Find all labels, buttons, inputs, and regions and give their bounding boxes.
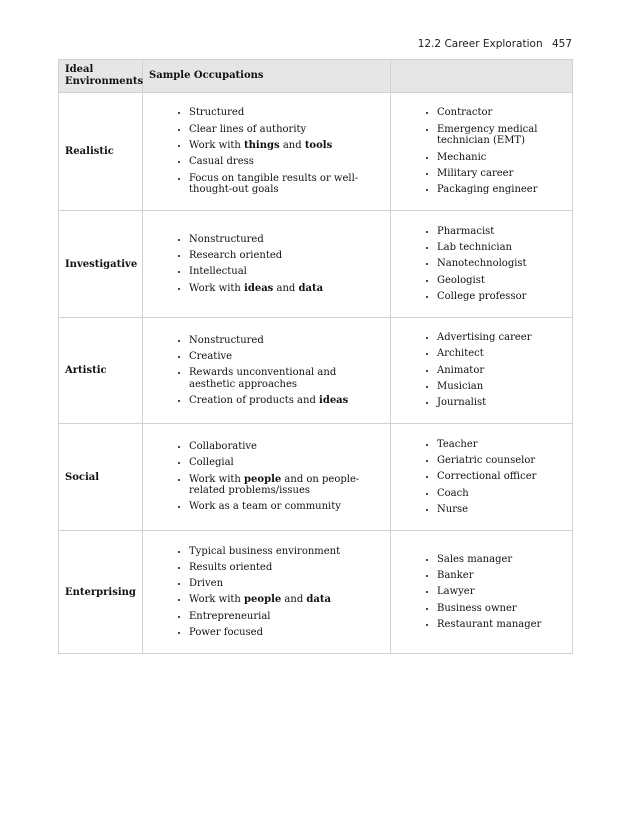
environment-label: Artistic <box>59 318 143 424</box>
trait-item: • Work with things and tools <box>189 140 380 152</box>
traits-list <box>165 335 380 407</box>
occupations-cell <box>391 318 573 424</box>
trait-item: • Driven <box>189 578 380 590</box>
occupations-list <box>413 554 562 631</box>
traits-cell <box>143 93 391 211</box>
trait-item: • Nonstructured <box>189 234 380 246</box>
trait-item: • Work with people and data <box>189 594 380 606</box>
table-row <box>59 318 573 424</box>
occupation-item: • Journalist <box>437 397 562 409</box>
trait-item: • Rewards unconventional and aesthetic approaches <box>189 367 380 390</box>
trait-item: • Creation of products and ideas <box>189 395 380 407</box>
occupation-item: • Geologist <box>437 275 562 287</box>
occupation-item: • Coach <box>437 488 562 500</box>
trait-item: • Casual dress <box>189 156 380 168</box>
occupation-item: • Emergency medical technician (EMT) <box>437 124 562 147</box>
career-environments-table <box>58 59 573 654</box>
occupation-item: • Animator <box>437 365 562 377</box>
occupation-item: • Nanotechnologist <box>437 258 562 270</box>
trait-item: • Work as a team or community <box>189 501 380 513</box>
occupation-item: • Pharmacist <box>437 226 562 238</box>
occupation-item: • Geriatric counselor <box>437 455 562 467</box>
trait-item: • Entrepreneurial <box>189 611 380 623</box>
occupation-item: • Banker <box>437 570 562 582</box>
occupation-item: • Advertising career <box>437 332 562 344</box>
trait-item: • Intellectual <box>189 266 380 278</box>
occupation-item: • Restaurant manager <box>437 619 562 631</box>
occupations-list <box>413 226 562 303</box>
occupation-item: • Architect <box>437 348 562 360</box>
traits-list <box>165 234 380 294</box>
occupations-list <box>413 107 562 195</box>
trait-item: • Typical business environment <box>189 546 380 558</box>
trait-item: • Research oriented <box>189 250 380 262</box>
section-title: 12.2 Career Exploration <box>417 38 543 50</box>
occupations-cell <box>391 211 573 318</box>
table-row <box>59 531 573 654</box>
trait-item: • Work with people and on people-related problems/issues <box>189 474 380 497</box>
trait-item: • Collegial <box>189 457 380 469</box>
trait-item: • Nonstructured <box>189 335 380 347</box>
occupation-item: • College professor <box>437 291 562 303</box>
occupation-item: • Sales manager <box>437 554 562 566</box>
trait-item: • Clear lines of authority <box>189 124 380 136</box>
occupations-list <box>413 332 562 409</box>
occupation-item: • Musician <box>437 381 562 393</box>
occupation-item: • Business owner <box>437 603 562 615</box>
table-row <box>59 424 573 531</box>
traits-cell <box>143 424 391 531</box>
occupations-cell <box>391 93 573 211</box>
occupation-item: • Contractor <box>437 107 562 119</box>
occupation-item: • Mechanic <box>437 152 562 164</box>
trait-item: • Collaborative <box>189 441 380 453</box>
occupation-item: • Teacher <box>437 439 562 451</box>
occupation-item: • Lawyer <box>437 586 562 598</box>
trait-item: • Work with ideas and data <box>189 283 380 295</box>
trait-item: • Results oriented <box>189 562 380 574</box>
environment-label: Enterprising <box>59 531 143 654</box>
table-row <box>59 93 573 211</box>
column-header-occupations: Sample Occupations <box>143 60 391 93</box>
environment-label: Social <box>59 424 143 531</box>
page-number: 457 <box>551 38 572 50</box>
traits-cell <box>143 211 391 318</box>
traits-list <box>165 546 380 639</box>
environment-label: Investigative <box>59 211 143 318</box>
traits-cell <box>143 318 391 424</box>
occupations-cell <box>391 531 573 654</box>
occupations-list <box>413 439 562 516</box>
occupation-item: • Correctional officer <box>437 471 562 483</box>
traits-list <box>165 441 380 513</box>
traits-cell <box>143 531 391 654</box>
environment-label: Realistic <box>59 93 143 211</box>
trait-item: • Focus on tangible results or well-thought-out goals <box>189 173 380 196</box>
occupation-item: • Nurse <box>437 504 562 516</box>
occupation-item: • Packaging engineer <box>437 184 562 196</box>
table-row <box>59 211 573 318</box>
table-header-row <box>59 60 573 93</box>
occupation-item: • Military career <box>437 168 562 180</box>
trait-item: • Creative <box>189 351 380 363</box>
column-header-environments: Ideal Environments <box>59 60 143 93</box>
trait-item: • Structured <box>189 107 380 119</box>
traits-list <box>165 107 380 195</box>
column-header-blank <box>391 60 573 93</box>
occupations-cell <box>391 424 573 531</box>
trait-item: • Power focused <box>189 627 380 639</box>
running-head <box>418 38 572 50</box>
occupation-item: • Lab technician <box>437 242 562 254</box>
